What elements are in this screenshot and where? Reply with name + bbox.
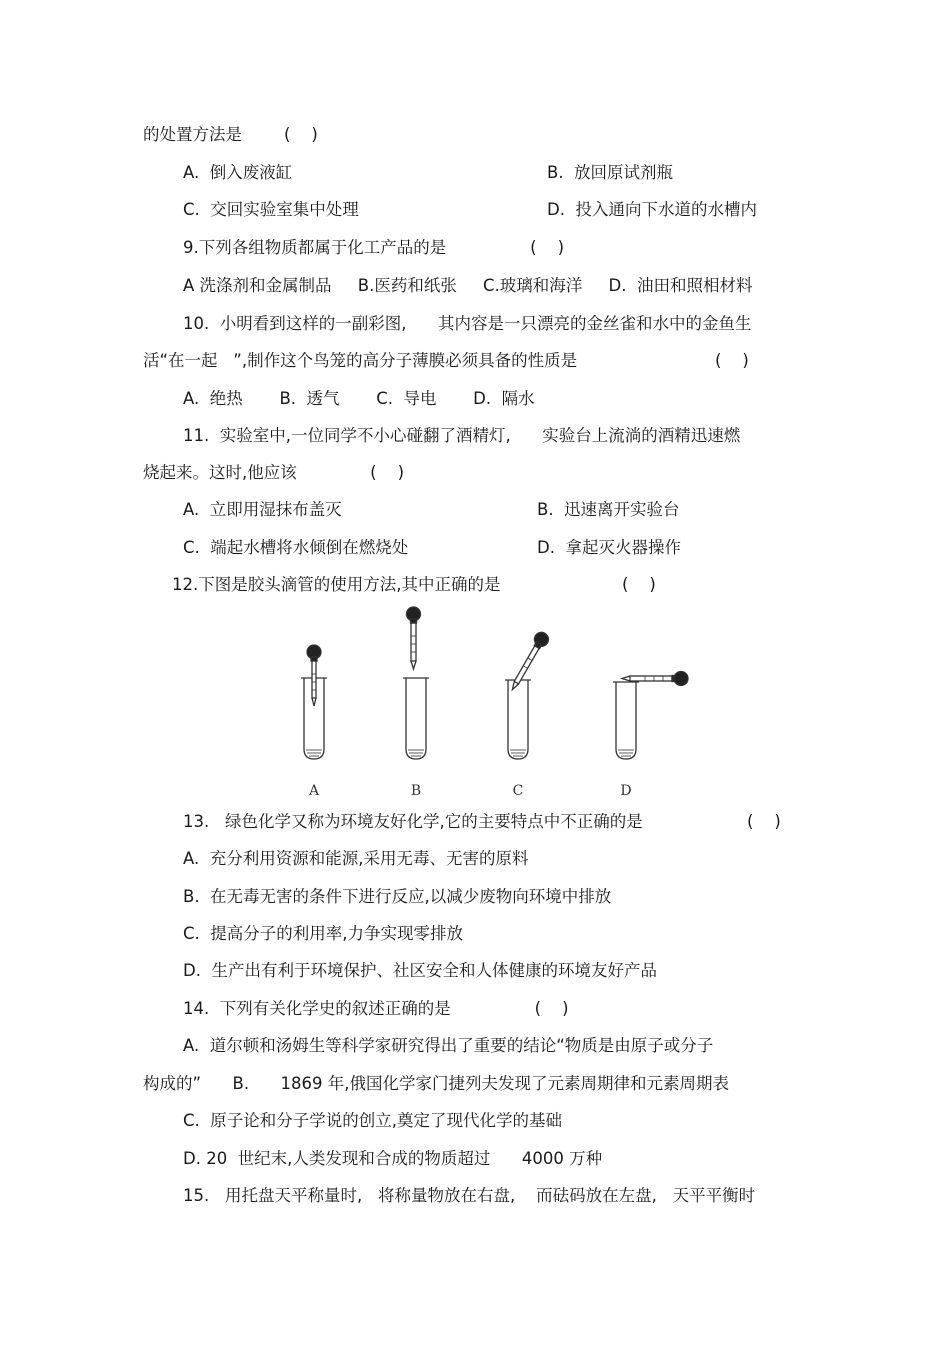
q11-stem-line1: 11. 实验室中,一位同学不小心碰翻了酒精灯, 实验台上流淌的酒精迅速燃 (183, 426, 741, 445)
q14-option-c: C. 原子论和分子学说的创立,奠定了现代化学的基础 (183, 1111, 563, 1130)
q11-option-d: D. 拿起灭火器操作 (537, 538, 681, 557)
q10-stem-line2: 活“在一起 ”,制作这个鸟笼的高分子薄膜必须具备的性质是 (143, 351, 578, 370)
tube-c-diagram (505, 630, 551, 759)
q9-options: A 洗涤剂和金属制品 B.医药和纸张 C.玻璃和海洋 D. 油田和照相材料 (183, 276, 753, 295)
q11-option-b: B. 迅速离开实验台 (537, 500, 680, 519)
tube-b-diagram (403, 607, 429, 759)
q13-option-c: C. 提高分子的利用率,力争实现零排放 (183, 924, 464, 943)
q14-option-a-line2-b: 构成的” B. 1869 年,俄国化学家门捷列夫发现了元素周期律和元素周期表 (143, 1074, 730, 1093)
q11-option-c: C. 端起水槽将水倾倒在燃烧处 (183, 538, 409, 557)
q13-stem: 13. 绿色化学又称为环境友好化学,它的主要特点中不正确的是 (183, 812, 643, 831)
q11-option-a: A. 立即用湿抹布盖灭 (183, 500, 342, 519)
q15-stem: 15. 用托盘天平称量时, 将称量物放在右盘, 而砝码放在左盘, 天平平衡时 (183, 1186, 756, 1205)
q8-option-a: A. 倒入废液缸 (183, 163, 293, 182)
q10-answer-bracket: ( ) (715, 351, 749, 370)
q8-stem-tail: 的处置方法是 ( ) (143, 125, 318, 144)
figure-label-c: C (512, 783, 524, 799)
q13-answer-bracket: ( ) (747, 812, 781, 831)
dropper-usage-figure (290, 602, 710, 802)
q10-stem-line1: 10. 小明看到这样的一副彩图, 其内容是一只漂亮的金丝雀和水中的金鱼生 (183, 314, 752, 333)
q14-stem: 14. 下列有关化学史的叙述正确的是 ( ) (183, 999, 569, 1018)
q8-option-c: C. 交回实验室集中处理 (183, 200, 359, 219)
q11-stem-line2: 烧起来。这时,他应该 ( ) (143, 463, 405, 482)
q10-options: A. 绝热 B. 透气 C. 导电 D. 隔水 (183, 389, 535, 408)
figure-label-d: D (620, 783, 632, 799)
q8-option-d: D. 投入通向下水道的水槽内 (547, 200, 757, 219)
q13-option-d: D. 生产出有利于环境保护、社区安全和人体健康的环境友好产品 (183, 961, 657, 980)
q14-option-d: D. 20 世纪末,人类发现和合成的物质超过 4000 万种 (183, 1149, 603, 1168)
tube-d-diagram (613, 672, 688, 760)
q8-option-b: B. 放回原试剂瓶 (547, 163, 674, 182)
figure-label-a: A (308, 783, 320, 799)
q14-option-a-line1: A. 道尔顿和汤姆生等科学家研究得出了重要的结论“物质是由原子或分子 (183, 1036, 714, 1055)
figure-label-b: B (410, 783, 422, 799)
q12-answer-bracket: ( ) (622, 575, 656, 594)
q12-stem: 12.下图是胶头滴管的使用方法,其中正确的是 (172, 575, 501, 594)
q13-option-a: A. 充分利用资源和能源,采用无毒、无害的原料 (183, 849, 529, 868)
tube-a-diagram (301, 645, 327, 759)
q13-option-b: B. 在无毒无害的条件下进行反应,以减少废物向环境中排放 (183, 887, 612, 906)
q9-stem: 9.下列各组物质都属于化工产品的是 ( ) (183, 238, 565, 257)
